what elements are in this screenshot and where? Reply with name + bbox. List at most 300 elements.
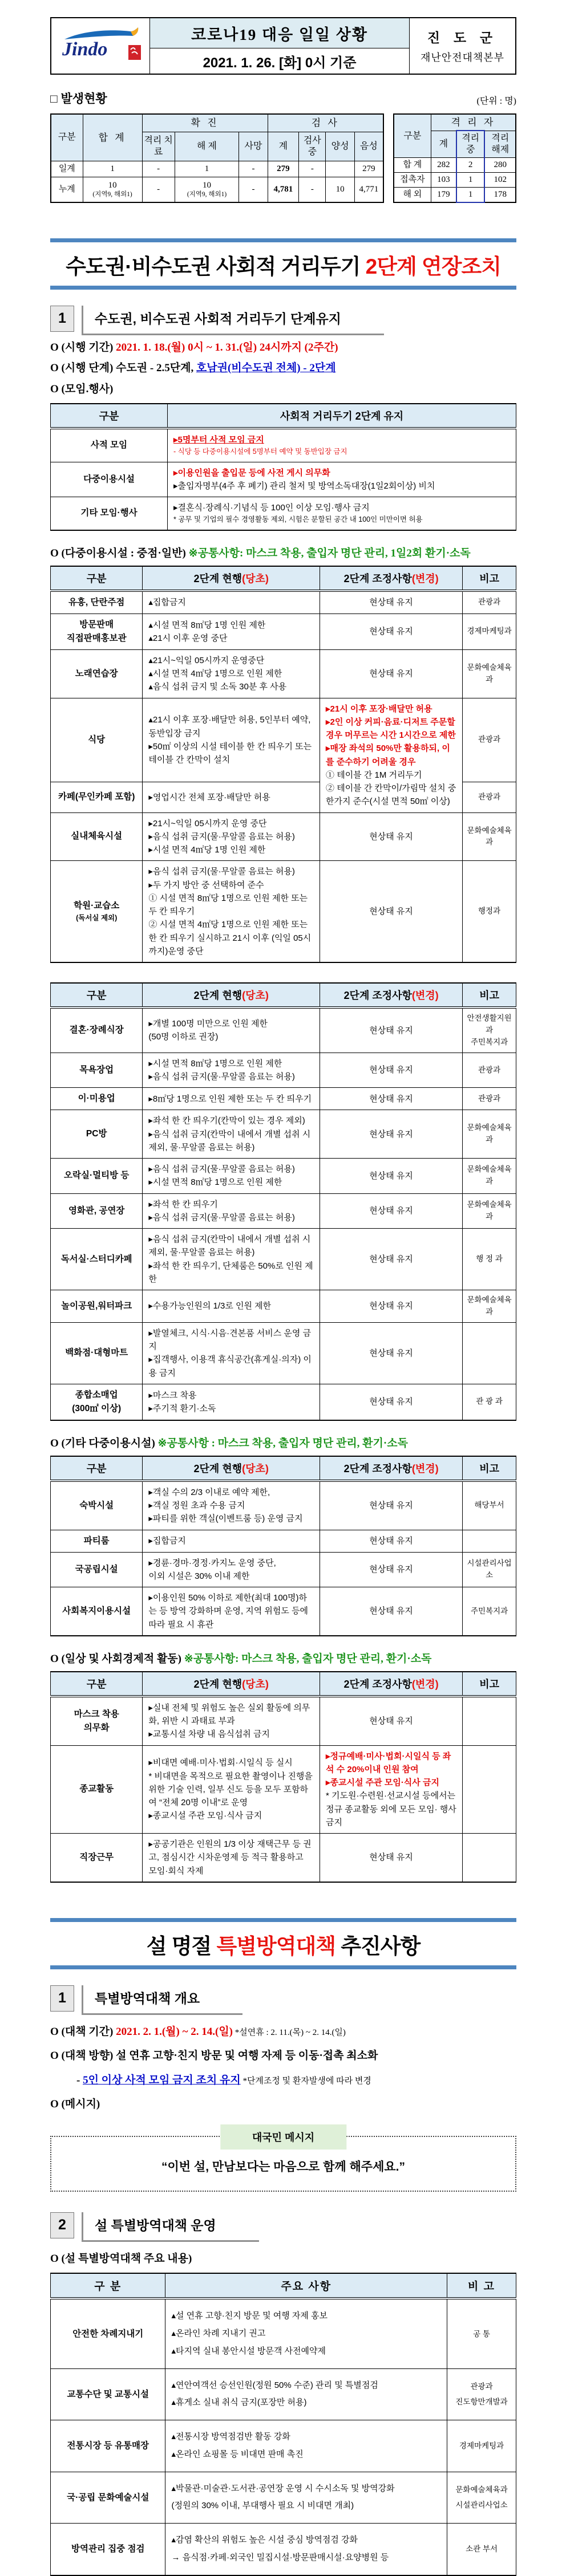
text-line: 주민복지과 [470, 1037, 508, 1046]
section-overview-heading [50, 1985, 516, 2015]
text-line: (300㎡ 이상) [72, 1403, 122, 1413]
text-line: ▸마스크 착용 [148, 1390, 197, 1400]
table-row [51, 428, 516, 462]
bullet-gathering: O (모임.행사) [50, 383, 114, 395]
document-header-table [50, 17, 516, 75]
adjusted-cell [320, 1587, 463, 1636]
table-row [51, 698, 516, 782]
table-row [51, 1587, 516, 1636]
text-line: 국공립시설 [75, 1564, 118, 1574]
current-cell [143, 1110, 320, 1159]
adjusted-cell [320, 1088, 463, 1110]
text-line: 국·공립 문화예술시설 [67, 2492, 149, 2502]
text-line: 행 정 과 [476, 1254, 503, 1263]
text-line: ▴21시 이후 운영 중단 [148, 633, 228, 643]
section-1-heading [50, 306, 516, 335]
text-line: ▴박물관·미술관·도서관·공연장 운영 시 수시소독 및 방역강화 [171, 2483, 395, 2493]
text-line: 현상태 유지 [369, 831, 413, 842]
text-line: 현상태 유지 [369, 1025, 413, 1035]
text-line: - 식당 등 다중이용시설에 5명부터 예약 및 동반입장 금지 [173, 448, 347, 456]
text-line: ▸시설 면적 8㎡당 1명으로 인원 제한 [148, 1058, 282, 1068]
cum-test-total: 4,781 [268, 177, 299, 202]
text-line: ▸음식 섭취 금지(물·무알콜 음료는 허용) [148, 831, 295, 842]
text-line: 백화점·대형마트 [65, 1348, 128, 1358]
text-line: 행정과 [478, 907, 501, 916]
bullet-measure-direction: O (대책 방향) 설 연휴 고향·친지 방문 및 여행 자제 등 이동·접촉 최소화 [50, 2050, 378, 2062]
col-released: 해 제 [175, 132, 239, 161]
col-note: 비고 [463, 566, 516, 591]
table-row [51, 1193, 516, 1229]
col-gubun: 구분 [51, 566, 143, 591]
row-label [51, 1745, 143, 1834]
text-line: ▸수용가능인원의 1/3로 인원 제한 [148, 1301, 272, 1311]
col-gubun: 구분 [51, 114, 83, 161]
row-label [51, 782, 143, 812]
text-line: ▸시설 면적 4㎡당 1명 인원 제한 [148, 845, 266, 855]
note-multi-use-facilities: O (다중이용시설 : 중점·일반) ※공통사항: 마스크 착용, 출입자 명단 관리, 1일2회 환기·소독 [50, 547, 471, 559]
text-line: 문화예술체육과 [467, 1123, 512, 1144]
text-line: 결혼·장례식장 [69, 1025, 124, 1035]
q-released: 178 [484, 187, 516, 202]
text-line: ▸매장 좌석의 50%만 활용하되, 이를 준수하기 어려울 경우 [326, 743, 450, 767]
text-line: ▸발열체크, 시식·시음·견본품 서비스 운영 금지 [148, 1328, 312, 1352]
note-cell [447, 2420, 516, 2472]
row-label [51, 1552, 143, 1587]
text-line: ▸집합금지 [148, 1536, 186, 1546]
banner-text-red: 2단계 연장조치 [365, 254, 501, 278]
text-line: 주민복지과 [470, 1606, 508, 1615]
report-title-text: 코로나19 대응 일일 상황 [191, 26, 368, 43]
text-line: ▴음식 섭취 금지 및 소독 30분 후 사용 [148, 682, 287, 692]
text-line: ▸21시 이후 포장·배달만 허용 [326, 704, 432, 714]
rule-cell [168, 428, 516, 462]
banner-holiday-measures [50, 1918, 516, 1969]
cum-release: 10 (지역9, 해외1) [175, 177, 239, 202]
report-date-text: 2021. 1. 26. [화] 0시 기준 [203, 55, 357, 71]
text-line: ① 시설 면적 8㎡당 1명으로 인원 제한 또는 두 칸 띄우기 [148, 893, 308, 917]
col-note: 비고 [463, 1672, 516, 1696]
row-label [51, 428, 168, 462]
adjusted-cell [320, 861, 463, 962]
text-line: ▸결혼식·장례식·기념식 등 100인 이상 모임·행사 금지 [173, 503, 370, 513]
text-line: 방역관리 집중 점검 [71, 2544, 145, 2554]
cum-testing: - [299, 177, 326, 202]
text-line: ▸음식 섭취 금지(물·무알콜 음료는 허용) [148, 867, 295, 877]
col-gubun: 구분 [394, 114, 431, 158]
bullet-measure-period: O (대책 기간) 2021. 2. 1.(월) ~ 2. 14.(일) *설연휴 : 2. 11.(목) ~ 2. 14.(일) [50, 2025, 346, 2038]
col-test-total: 계 [268, 132, 299, 161]
items-cell [165, 2472, 447, 2524]
row-label [51, 1530, 143, 1552]
table-row-cumulative [51, 177, 383, 202]
col-adjusted: 2단계 조정사항(변경) [320, 1456, 463, 1481]
col-current: 2단계 현행(당초) [143, 566, 320, 591]
table-row [51, 1696, 516, 1745]
row-label [51, 591, 143, 614]
text-line: ▴설 연휴 고향·친지 방문 및 여행 자제 홍보 [171, 2311, 328, 2321]
adjusted-cell [320, 1159, 463, 1194]
text-line: ▴시설 면적 8㎡당 1명 인원 제한 [148, 620, 266, 630]
text-line: ▴연안여객선 승선인원(정원 50% 수준) 관리 및 특별점검 [171, 2380, 378, 2390]
report-title [150, 18, 410, 48]
row-label [51, 462, 168, 497]
row-label [51, 2420, 165, 2472]
text-line: ▸음식 섭취 금지(물·무알콜 음료는 허용) [148, 1212, 295, 1222]
row-label [51, 698, 143, 782]
banner-text: 수도권·비수도권 사회적 거리두기 [66, 254, 366, 278]
text-line: 이외 시설은 30% 이내 제한 [148, 1571, 250, 1581]
note-cell [463, 698, 516, 782]
text-line: 마스크 착용 [74, 1709, 119, 1719]
col-adjusted: 2단계 조정사항(변경) [320, 566, 463, 591]
text-line: 현상태 유지 [369, 1206, 413, 1216]
text-line: 관광과 [478, 735, 501, 744]
text-line: ▸50㎡ 이상의 시설 테이블 한 칸 띄우기 또는 테이블 간 칸막이 설치 [148, 741, 312, 765]
row-label [51, 812, 143, 861]
table-row [51, 2472, 516, 2524]
table-row [51, 2524, 516, 2575]
cum-death: - [239, 177, 268, 202]
text-line: 현상태 유지 [369, 1094, 413, 1104]
text-line: ▸출입자명부(4주 후 폐기) 관리 철저 및 방역소독대장(1일2회이상) 비치 [173, 481, 435, 491]
daily-negative: 279 [354, 161, 383, 177]
note-cell [463, 1088, 516, 1110]
text-line: ▴온라인 쇼핑몰 등 비대면 판매 촉진 [171, 2449, 304, 2459]
text-line: → 음식점·카페·외국인 밀집시설·방문판매시설·요양병원 등 [171, 2552, 389, 2562]
unit-label: (단위 : 명) [476, 96, 516, 106]
text-line: 경제마케팅과 [459, 2441, 504, 2451]
note-cell [463, 1290, 516, 1323]
rule-cell [168, 462, 516, 497]
col-current: 2단계 현행(당초) [143, 1456, 320, 1481]
col-current: 2단계 현행(당초) [143, 1672, 320, 1696]
table-row [51, 591, 516, 614]
note-cell [463, 1384, 516, 1420]
current-cell [143, 1834, 320, 1882]
text-line: 사적 모임 [90, 440, 128, 450]
note-cell [447, 2298, 516, 2368]
table-row [51, 1530, 516, 1552]
row-label [51, 2298, 165, 2368]
text-line: ▸종교시설 주관 모임·식사 금지 [326, 1778, 439, 1788]
text-line: 시설관리사업소 [467, 1559, 512, 1579]
table-row [51, 1229, 516, 1290]
current-cell [143, 1159, 320, 1194]
text-line: ▴감염 확산의 위험도 높은 시설 중심 방역점검 강화 [171, 2535, 358, 2545]
text-line: 종교활동 [79, 1784, 114, 1794]
current-cell [143, 613, 320, 649]
table-row [51, 1745, 516, 1834]
note-cell [463, 1229, 516, 1290]
text-line: (50명 이하로 권장) [148, 1032, 219, 1042]
note-cell [463, 1481, 516, 1530]
col-gubun: 구분 [51, 983, 143, 1007]
adjusted-cell [320, 1552, 463, 1587]
text-line: 다중이용시설 [83, 474, 135, 484]
items-cell [165, 2420, 447, 2472]
table-row [51, 649, 516, 698]
banner-distancing-extension [50, 238, 516, 290]
q-active: 2 [456, 158, 485, 173]
note-daily-activities: O (일상 및 사회경제적 활동) ※공통사항: 마스크 착용, 출입자 명단 관리, 환기·소독 [50, 1652, 432, 1665]
text-line: ▸음식 섭취 금지(칸막이 내에서 개별 섭취 시 제외, 물·무알콜 음료는 허용) [148, 1234, 311, 1258]
note-cell [463, 1322, 516, 1384]
text-line: ▸5명부터 사적 모임 금지 [173, 435, 264, 445]
row-label [51, 1053, 143, 1088]
text-line: 노래연습장 [75, 668, 118, 678]
text-line: 직접판매홍보관 [66, 633, 127, 643]
table-row [51, 1552, 516, 1587]
text-line: ▸집객행사, 이용객 휴식공간(휴게실·의자) 이용 금지 [148, 1355, 312, 1378]
items-cell [165, 2298, 447, 2368]
note-cell [463, 1007, 516, 1053]
text-line: 관광과 [478, 1094, 501, 1103]
text-line: 해당부서 [474, 1501, 504, 1510]
text-line: ▸좌석 한 칸 띄우기 [148, 1199, 218, 1209]
col-q-active: 격리 중 [456, 131, 485, 158]
cum-total: 10 (지역9, 해외1) [83, 177, 142, 202]
text-line: 학원·교습소 [74, 900, 120, 911]
section-number: 2 [50, 2212, 74, 2238]
daily-release: 1 [175, 161, 239, 177]
current-cell [143, 1384, 320, 1420]
row-label [51, 1290, 143, 1323]
text-line: 현상태 유지 [369, 627, 413, 637]
text-line: (독서실 제외) [76, 913, 118, 922]
text-line: ▸주기적 환기·소독 [148, 1403, 216, 1413]
row-label [51, 1384, 143, 1420]
bullet-stage: O (시행 단계) 수도권 - 2.5단계, 호남권(비수도권 전체) - 2단계 [50, 362, 336, 374]
current-cell [143, 1696, 320, 1745]
cum-positive: 10 [326, 177, 354, 202]
adjusted-cell [320, 1745, 463, 1834]
text-line: 영화관, 공연장 [68, 1205, 125, 1216]
adjusted-cell [320, 1384, 463, 1420]
text-line: 교통수단 및 교통시설 [67, 2389, 149, 2399]
banner-text: 추진사항 [335, 1934, 421, 1958]
text-line: 경제마케팅과 [467, 627, 512, 636]
section-title: 특별방역대책 개요 [82, 1985, 242, 2015]
text-line: ▸이용인원 50% 이하로 제한(최대 100명)하는 등 방역 강화하며 운영, 지역 위험도 등에 따라 필요 시 휴관 [148, 1593, 309, 1630]
adjusted-cell [320, 1290, 463, 1323]
text-line: ▸공공기관은 인원의 1/3 이상 재택근무 등 권고, 점심시간 시차운영제 등 적극 활용하고 모임·회식 자제 [148, 1839, 312, 1876]
table-row [394, 158, 516, 173]
note-cell [447, 2368, 516, 2420]
note-cell [463, 1696, 516, 1745]
table-row [51, 613, 516, 649]
adjusted-cell [320, 1834, 463, 1882]
holiday-measures-table [50, 2273, 516, 2575]
col-note: 비 고 [447, 2273, 516, 2298]
table-row [51, 1088, 516, 1110]
text-line: 방문판매 [79, 619, 114, 629]
text-line: ▸객실 정원 초과 수용 금지 [148, 1501, 245, 1511]
current-cell [143, 1088, 320, 1110]
note-cell [463, 613, 516, 649]
text-line: 식당 [88, 734, 106, 745]
row-label [51, 1481, 143, 1530]
table-row [51, 1322, 516, 1384]
text-line: ▸음식 섭취 금지(물·무알콜 음료는 허용) [148, 1164, 295, 1175]
quarantine-table [393, 113, 516, 203]
text-line: * 공무 및 기업의 필수 경영활동 제외, 시험은 분할된 공간 내 100인 미만이면 허용 [173, 515, 423, 524]
text-line: 파티룸 [83, 1535, 110, 1546]
q-total: 179 [431, 187, 456, 202]
row-label [51, 2472, 165, 2524]
col-main-items: 주요 사항 [165, 2273, 447, 2298]
row-label [51, 861, 143, 962]
message-box-title: 대국민 메시지 [220, 2124, 346, 2150]
table-row [51, 1290, 516, 1323]
text-line: 문화예술체육과 [467, 826, 512, 847]
current-cell [143, 1587, 320, 1636]
text-line: * 기도원·수련원·선교시설 등에서는 정규 종교활동 외에 모든 모임· 행사금지 [326, 1791, 456, 1827]
current-cell [143, 812, 320, 861]
col-quarantine-care: 격리 치료 [142, 132, 175, 161]
text-line: 관 광 과 [476, 1397, 503, 1406]
q-active: 1 [456, 187, 485, 202]
current-cell [143, 698, 320, 782]
text-line: ▸교통시설 차량 내 음식섭취 금지 [148, 1729, 270, 1740]
row-label [51, 1229, 143, 1290]
daily-death: - [239, 161, 268, 177]
cum-negative: 4,771 [354, 177, 383, 202]
text-line: 문화예술체육과 [467, 1295, 512, 1316]
note-cell [463, 812, 516, 861]
current-cell [143, 861, 320, 962]
text-line: ▸8㎡당 1명으로 인원 제한 또는 두 칸 띄우기 [148, 1094, 312, 1104]
section-operation-heading [50, 2212, 516, 2242]
banner-text-red: 특별방역대책 [216, 1934, 335, 1958]
row-label [51, 649, 143, 698]
text-line: ▴집합금지 [148, 598, 186, 608]
table-row-daily [51, 161, 383, 177]
text-line: 카페(무인카페 포함) [58, 792, 135, 802]
note-cell [463, 1587, 516, 1636]
row-label [51, 497, 168, 530]
table-row [51, 462, 516, 497]
bullet-gathering-ban: - 5인 이상 사적 모임 금지 조치 유지 *단계조정 및 환자발생에 따라 변경 [76, 2074, 371, 2086]
row-label [51, 1110, 143, 1159]
table-row [394, 187, 516, 202]
col-current: 2단계 현행(당초) [143, 983, 320, 1007]
daily-total: 1 [83, 161, 142, 177]
col-gubun: 구분 [51, 1672, 143, 1696]
text-line: 문화예술체육과 [467, 1165, 512, 1186]
text-line: ▸좌석 한 칸 띄우기, 단체룸은 50%로 인원 제한 [148, 1261, 313, 1284]
text-line: 문화예술체육과 [467, 1200, 512, 1221]
text-line: ▴시설 면적 4㎡당 1명으로 인원 제한 [148, 669, 282, 679]
text-line: PC방 [86, 1129, 107, 1139]
note-cell [463, 1159, 516, 1194]
q-total: 282 [431, 158, 456, 173]
jindo-logo [51, 18, 150, 74]
text-line: 현상태 유지 [369, 1536, 413, 1546]
adjusted-cell [320, 1696, 463, 1745]
adjusted-cell [320, 1193, 463, 1229]
text-line: 안전생활지원과 [467, 1014, 512, 1034]
row-label [51, 1322, 143, 1384]
text-line: 직장근무 [79, 1852, 114, 1863]
daily-test-total: 279 [268, 161, 299, 177]
col-gubun: 구분 [51, 1456, 143, 1481]
table-row [51, 2368, 516, 2420]
text-line: 문화예술체육과 [467, 663, 512, 684]
row-label [51, 1834, 143, 1882]
current-cell [143, 1290, 320, 1323]
table-row [394, 173, 516, 188]
text-line: 목욕장업 [79, 1065, 114, 1075]
col-adjusted: 2단계 조정사항(변경) [320, 1672, 463, 1696]
text-line: 현상태 유지 [369, 1254, 413, 1264]
text-line: 현상태 유지 [369, 907, 413, 917]
text-line: ▸이용인원을 출입문 등에 사전 게시 의무화 [173, 468, 330, 478]
current-cell [143, 591, 320, 614]
text-line: 현상태 유지 [369, 1606, 413, 1616]
text-line: ▴온라인 차례 지내기 권고 [171, 2329, 266, 2339]
text-line: ▸음식 섭취 금지(물·무알콜 음료는 허용) [148, 1072, 295, 1082]
col-q-total: 계 [431, 131, 456, 158]
text-line: 현상태 유지 [369, 598, 413, 608]
table-row [51, 2420, 516, 2472]
text-line: 현상태 유지 [369, 1065, 413, 1075]
q-active: 1 [456, 173, 485, 188]
text-line: ▸두 가지 방안 중 선택하여 준수 [148, 880, 264, 890]
section-number: 1 [50, 1985, 74, 2012]
note-cell [463, 782, 516, 812]
section-number: 1 [50, 306, 74, 332]
text-line: 시설관리사업소 [455, 2501, 508, 2510]
q-released: 280 [484, 158, 516, 173]
public-message-box [50, 2131, 516, 2192]
gathering-rules-table [50, 403, 516, 531]
text-line: 독서실·스터디카페 [60, 1254, 132, 1264]
text-line: 숙박시설 [79, 1500, 114, 1510]
text-line: ▸비대면 예배·미사·법회·시일식 등 실시 [148, 1758, 293, 1768]
row-label [51, 1159, 143, 1194]
col-testing: 검사 중 [299, 132, 326, 161]
items-cell [165, 2524, 447, 2575]
text-line: ② 테이블 간 칸막이/가림막 설치 중 한가지 준수(시설 면적 50㎡ 이상) [326, 783, 456, 807]
row-label [51, 1088, 143, 1110]
adjusted-cell [320, 812, 463, 861]
text-line: 종합소매업 [75, 1389, 118, 1400]
row-label [51, 2524, 165, 2575]
report-date [150, 48, 410, 75]
note-other-facilities: O (기타 다중이용시설) ※공통사항 : 마스크 착용, 출입자 명단 관리, 환기·소독 [50, 1437, 408, 1449]
daily-activity-table [50, 1671, 516, 1883]
confirmed-tests-table [50, 113, 384, 203]
current-cell [143, 1322, 320, 1384]
section-title: 수도권, 비수도권 사회적 거리두기 단계유지 [82, 306, 384, 335]
text-line: 현상태 유지 [369, 1852, 413, 1863]
row-label [51, 2368, 165, 2420]
table-row [51, 497, 516, 530]
org-name-line2: 재난안전대책본부 [420, 52, 505, 63]
col-note: 비고 [463, 1456, 516, 1481]
col-q-released: 격리 해제 [484, 131, 516, 158]
text-line: ▸좌석 한 칸 띄우기(칸막이 있는 경우 제외) [148, 1116, 305, 1126]
text-line: 현상태 유지 [369, 1565, 413, 1575]
daily-testing: - [299, 161, 326, 177]
text-line: 안전한 차례지내기 [72, 2329, 144, 2339]
bullet-period: O (시행 기간) 2021. 1. 18.(월) 0시 ~ 1. 31.(일) 24시까지 (2주간) [50, 341, 338, 354]
row-label [51, 1007, 143, 1053]
org-name-line1: 진 도 군 [427, 31, 498, 45]
current-cell [143, 1007, 320, 1053]
table-row [51, 812, 516, 861]
current-cell [143, 1193, 320, 1229]
